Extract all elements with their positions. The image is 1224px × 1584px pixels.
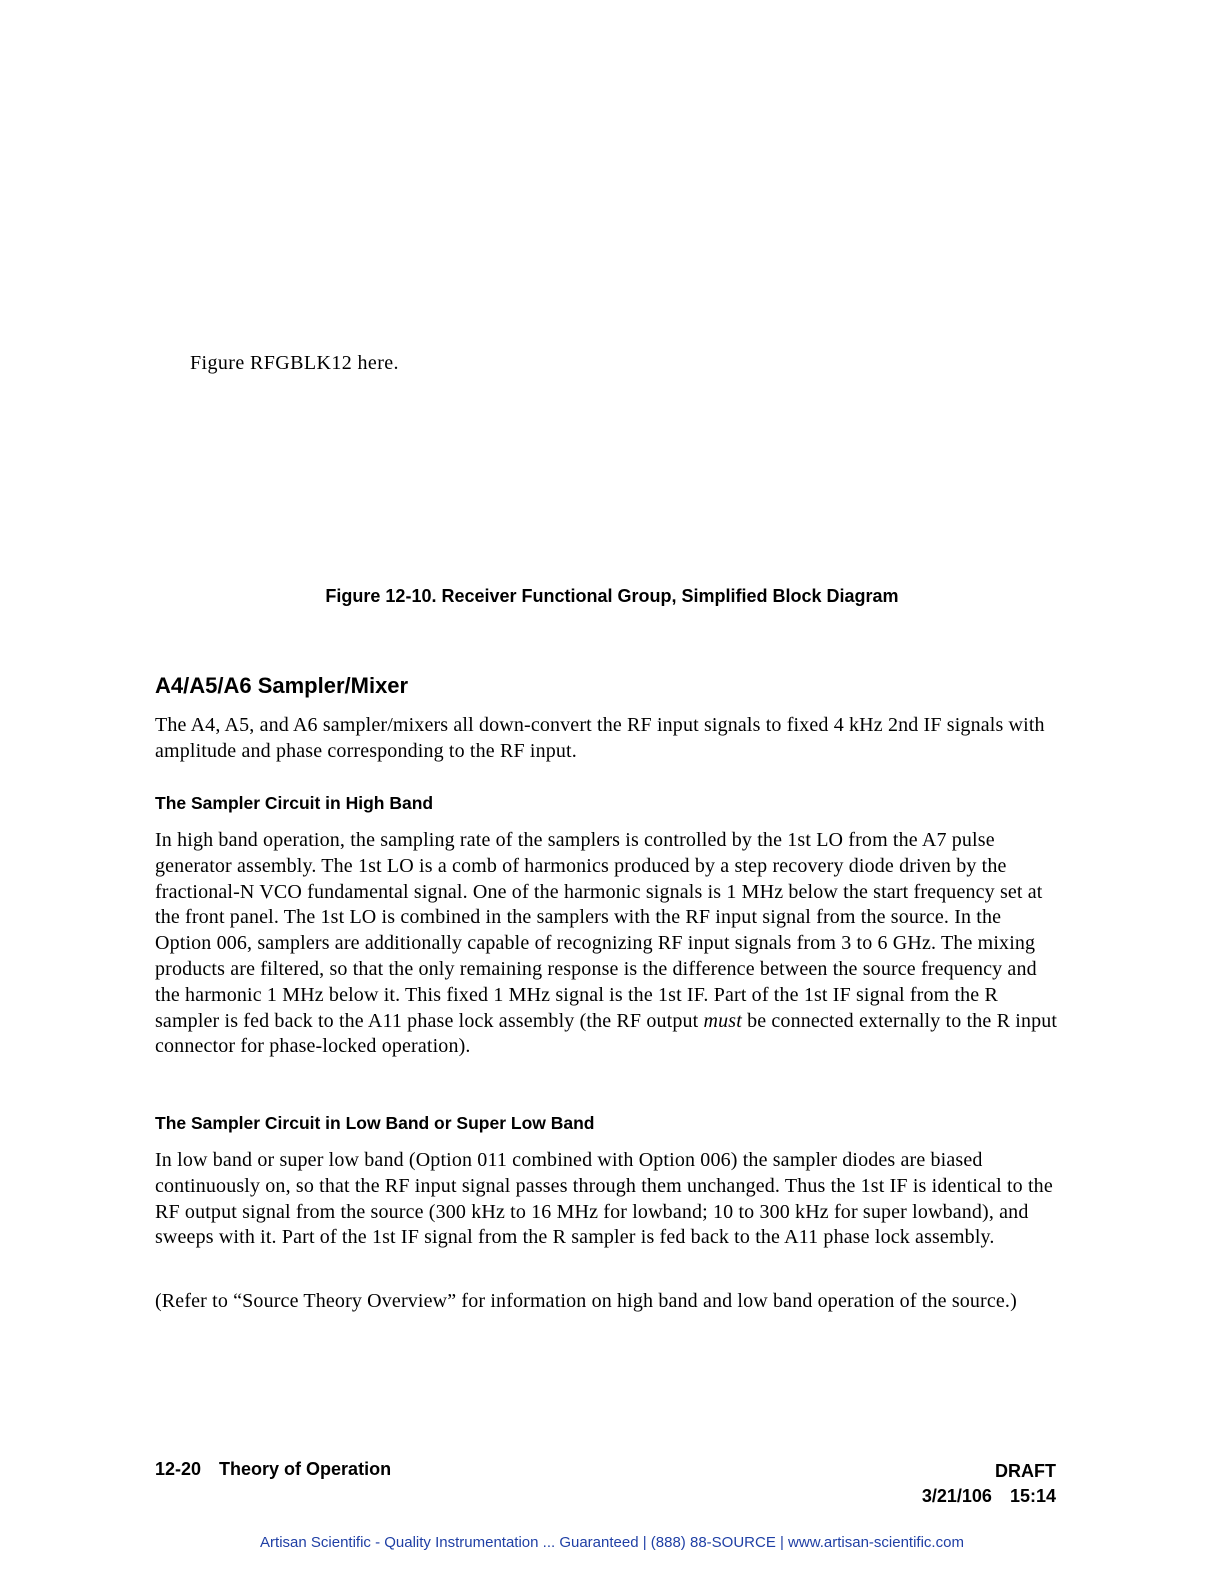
chapter-title: Theory of Operation	[219, 1459, 392, 1479]
high-band-heading: The Sampler Circuit in High Band	[155, 793, 434, 813]
footer-date: 3/21/106	[921, 1486, 992, 1506]
page-number: 12-20	[155, 1459, 202, 1479]
footer-right	[922, 1459, 1056, 1509]
low-band-paragraph: In low band or super low band (Option 011 combined with Option 006) the sampler diodes are biased continuously on, so that the RF input signal passes through them unchanged. Thus the 1st IF is identical to the RF output signal from the source (300 kHz to 16 MHz for lowband; 10 to 300 kHz for super lowband), and sweeps with it. Part of the 1st IF signal from the R sampler is fed back to the A11 phase lock assembly.	[155, 1149, 1053, 1249]
low-band-heading: The Sampler Circuit in Low Band or Super Low Band	[155, 1113, 595, 1133]
draft-label: DRAFT	[995, 1461, 1056, 1481]
footer-time: 15:14	[1009, 1486, 1056, 1506]
intro-paragraph: The A4, A5, and A6 sampler/mixers all down-convert the RF input signals to fixed 4 kHz 2nd IF signals with amplitude and phase corresponding to the RF input.	[155, 714, 1045, 762]
refer-paragraph: (Refer to “Source Theory Overview” for information on high band and low band operation of the source.)	[155, 1290, 1017, 1312]
emphasis-must: must	[703, 1009, 742, 1032]
high-band-text-1: In high band operation, the sampling rate of the samplers is controlled by the 1st LO from the A7 pulse generator assembly. The 1st LO is a comb of harmonics produced by a step recovery diode driven by the fractional-N VCO fundamental signal. One of the harmonic signals is 1 MHz below the start frequency set at the front panel. The 1st LO is combined in the samplers with the RF input signal from the source. In the Option 006, samplers are additionally capable of recognizing RF input signals from 3 to 6 GHz. The mixing products are filtered, so that the only remaining response is the difference between the source frequency and the harmonic 1 MHz below it. This fixed 1 MHz signal is the 1st IF. Part of the 1st IF signal from the R sampler is fed back to the A11 phase lock assembly (the RF output	[155, 829, 1043, 1032]
section-heading: A4/A5/A6 Sampler/Mixer	[155, 673, 409, 698]
high-band-paragraph	[155, 828, 1060, 1060]
high-band-text-2: be connected externally to the R input connector for phase-locked operation).	[155, 1009, 1058, 1058]
footer-datetime	[922, 1484, 1056, 1509]
ad-banner-link[interactable]: Artisan Scientific - Quality Instrumentation ... Guaranteed | (888) 88-SOURCE | www.artisan-scientific.com	[260, 1534, 964, 1551]
footer-left	[155, 1459, 391, 1480]
figure-placeholder: Figure RFGBLK12 here.	[190, 352, 399, 374]
figure-caption: Figure 12-10. Receiver Functional Group, Simplified Block Diagram	[325, 586, 899, 606]
